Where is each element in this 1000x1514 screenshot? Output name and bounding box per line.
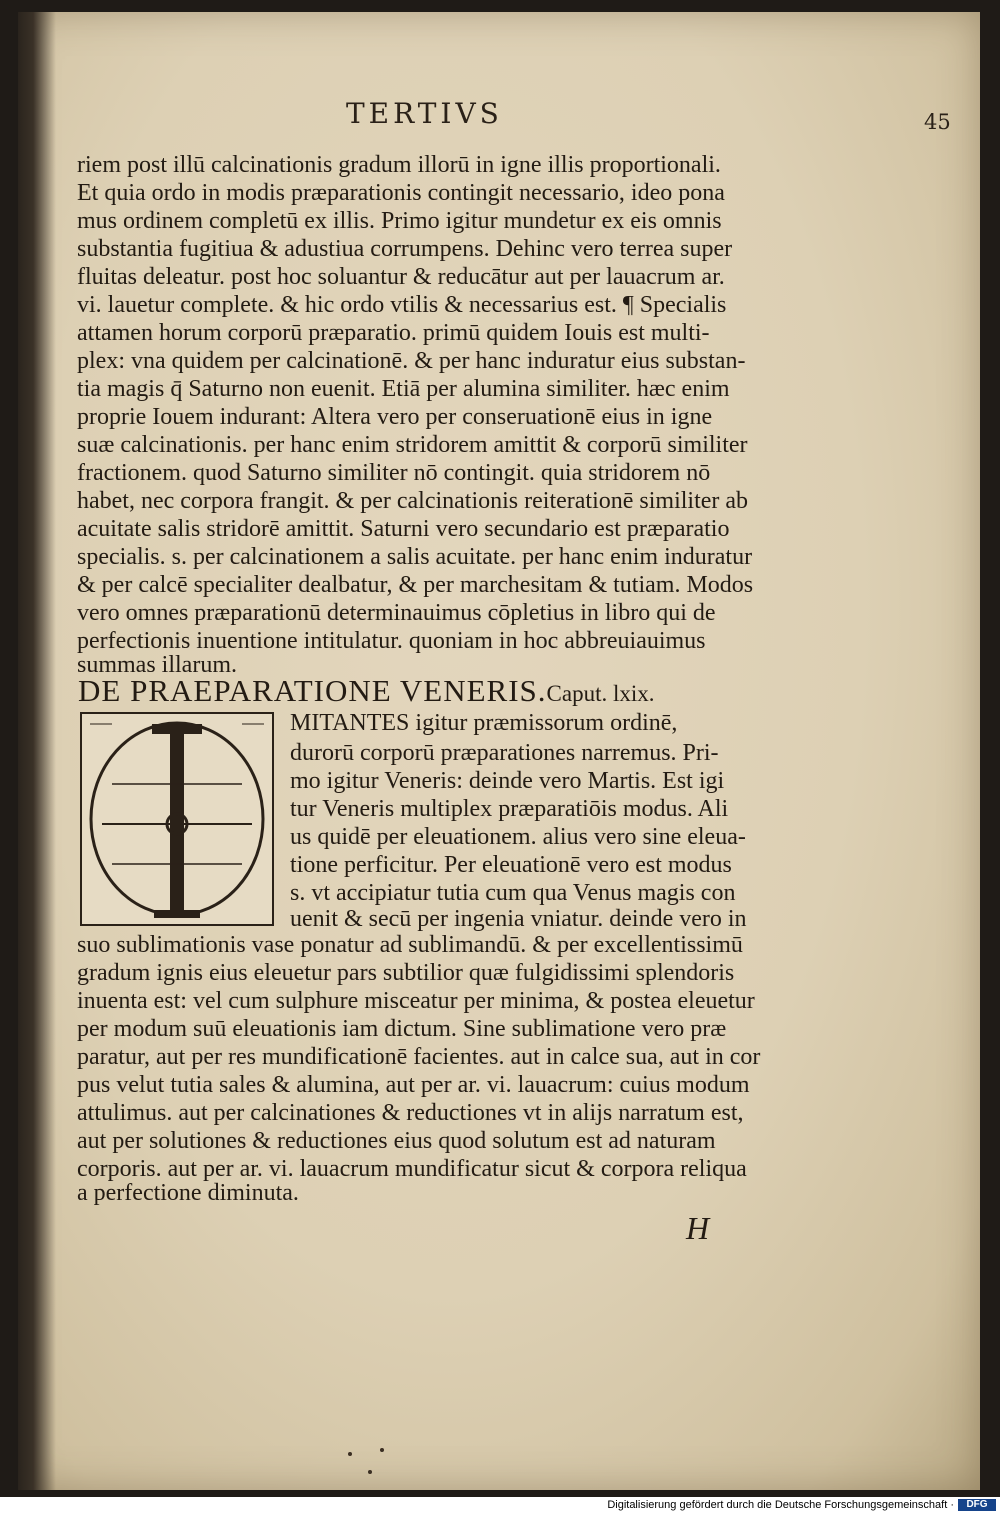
decorated-initial	[80, 712, 274, 926]
text-line: Et quia ordo in modis præparationis contingit necessario, ideo pona	[77, 180, 725, 206]
dfg-logo: DFG	[958, 1499, 996, 1511]
text-line: per modum suū eleuationis iam dictum. Sine sublimatione vero præ	[77, 1016, 727, 1042]
initial-o-woodcut-icon	[82, 714, 272, 924]
text-line: mo igitur Veneris: deinde vero Martis. Est igi	[290, 768, 725, 794]
text-line: a perfectione diminuta.	[77, 1180, 299, 1206]
text-line: inuenta est: vel cum sulphure misceatur per minima, & postea eleuetur	[77, 988, 755, 1014]
text-line: acuitate salis stridorē amittit. Saturni vero secundario est præparatio	[77, 516, 730, 542]
text-line: fractionem. quod Saturno similiter nō contingit. quia stridorem nō	[77, 460, 711, 486]
text-line: paratur, aut per res mundificationē facientes. aut in calce sua, aut in cor	[77, 1044, 761, 1070]
text-line: vi. lauetur complete. & hic ordo vtilis & necessarius est. ¶ Specialis	[77, 292, 727, 318]
text-line: MITANTES igitur præmissorum ordinē,	[290, 710, 678, 736]
text-line: tione perficitur. Per eleuationē vero est modus	[290, 852, 732, 878]
ink-mark	[380, 1448, 384, 1452]
text-line: proprie Iouem indurant: Altera vero per conseruationē eius in igne	[77, 404, 713, 430]
text-line: perfectionis inuentione intitulatur. quoniam in hoc abbreuiauimus	[77, 628, 706, 654]
text-line: habet, nec corpora frangit. & per calcinationis reiterationē similiter ab	[77, 488, 749, 514]
text-line: tia magis q̄ Saturno non euenit. Etiā per alumina similiter. hæc enim	[77, 376, 730, 402]
text-line: durorū corporū præparationes narremus. Pri-	[290, 740, 719, 766]
chapter-title: DE PRAEPARATIONE VENERIS.	[78, 673, 547, 708]
text-line: attamen horum corporū præparatio. primū quidem Iouis est multi-	[77, 320, 710, 346]
ink-mark	[368, 1470, 372, 1474]
text-line: substantia fugitiua & adustiua corrumpens. Dehinc vero terrea super	[77, 236, 733, 262]
text-line: s. vt accipiatur tutia cum qua Venus magis con	[290, 880, 736, 906]
gutter-shadow	[18, 12, 56, 1490]
text-line: corporis. aut per ar. vi. lauacrum mundificatur sicut & corpora reliqua	[77, 1156, 747, 1182]
text-line: mus ordinem completū ex illis. Primo igitur mundetur ex eis omnis	[77, 208, 722, 234]
text-line: pus velut tutia sales & alumina, aut per ar. vi. lauacrum: cuius modum	[77, 1072, 750, 1098]
text-line: tur Veneris multiplex præparatiōis modus. Ali	[290, 796, 729, 822]
funding-credit: Digitalisierung gefördert durch die Deutsche Forschungsgemeinschaft ·	[607, 1499, 954, 1511]
page-number: 45	[924, 110, 951, 134]
catchword: H	[686, 1210, 710, 1246]
chapter-heading	[78, 673, 655, 709]
text-line: gradum ignis eius eleuetur pars subtilior quæ fulgidissimi splendoris	[77, 960, 735, 986]
text-line: attulimus. aut per calcinationes & reductiones vt in alijs narratum est,	[77, 1100, 744, 1126]
text-line: vero omnes præparationū determinauimus cōpletius in libro qui de	[77, 600, 716, 626]
credit-bar	[0, 1497, 1000, 1514]
text-line: summas illarum.	[77, 652, 237, 678]
text-line: & per calcē specialiter dealbatur, & per marchesitam & tutiam. Modos	[77, 572, 754, 598]
text-line: aut per solutiones & reductiones eius quod solutum est ad naturam	[77, 1128, 716, 1154]
chapter-number: Caput. lxix.	[546, 681, 655, 706]
ink-mark	[348, 1452, 352, 1456]
text-line: plex: vna quidem per calcinationē. & per hanc induratur eius substan-	[77, 348, 746, 374]
text-line: suæ calcinationis. per hanc enim stridorem amittit & corporū similiter	[77, 432, 748, 458]
text-line: uenit & secū per ingenia vniatur. deinde vero in	[290, 906, 747, 932]
text-line: fluitas deleatur. post hoc soluantur & reducātur aut per lauacrum ar.	[77, 264, 725, 290]
text-line: riem post illū calcinationis gradum illorū in igne illis proportionali.	[77, 152, 721, 178]
text-line: us quidē per eleuationem. alius vero sine eleua-	[290, 824, 746, 850]
text-line: suo sublimationis vase ponatur ad sublimandū. & per excellentissimū	[77, 932, 743, 958]
running-head: TERTIVS	[346, 97, 503, 130]
text-line: specialis. s. per calcinationem a salis acuitate. per hanc enim induratur	[77, 544, 753, 570]
